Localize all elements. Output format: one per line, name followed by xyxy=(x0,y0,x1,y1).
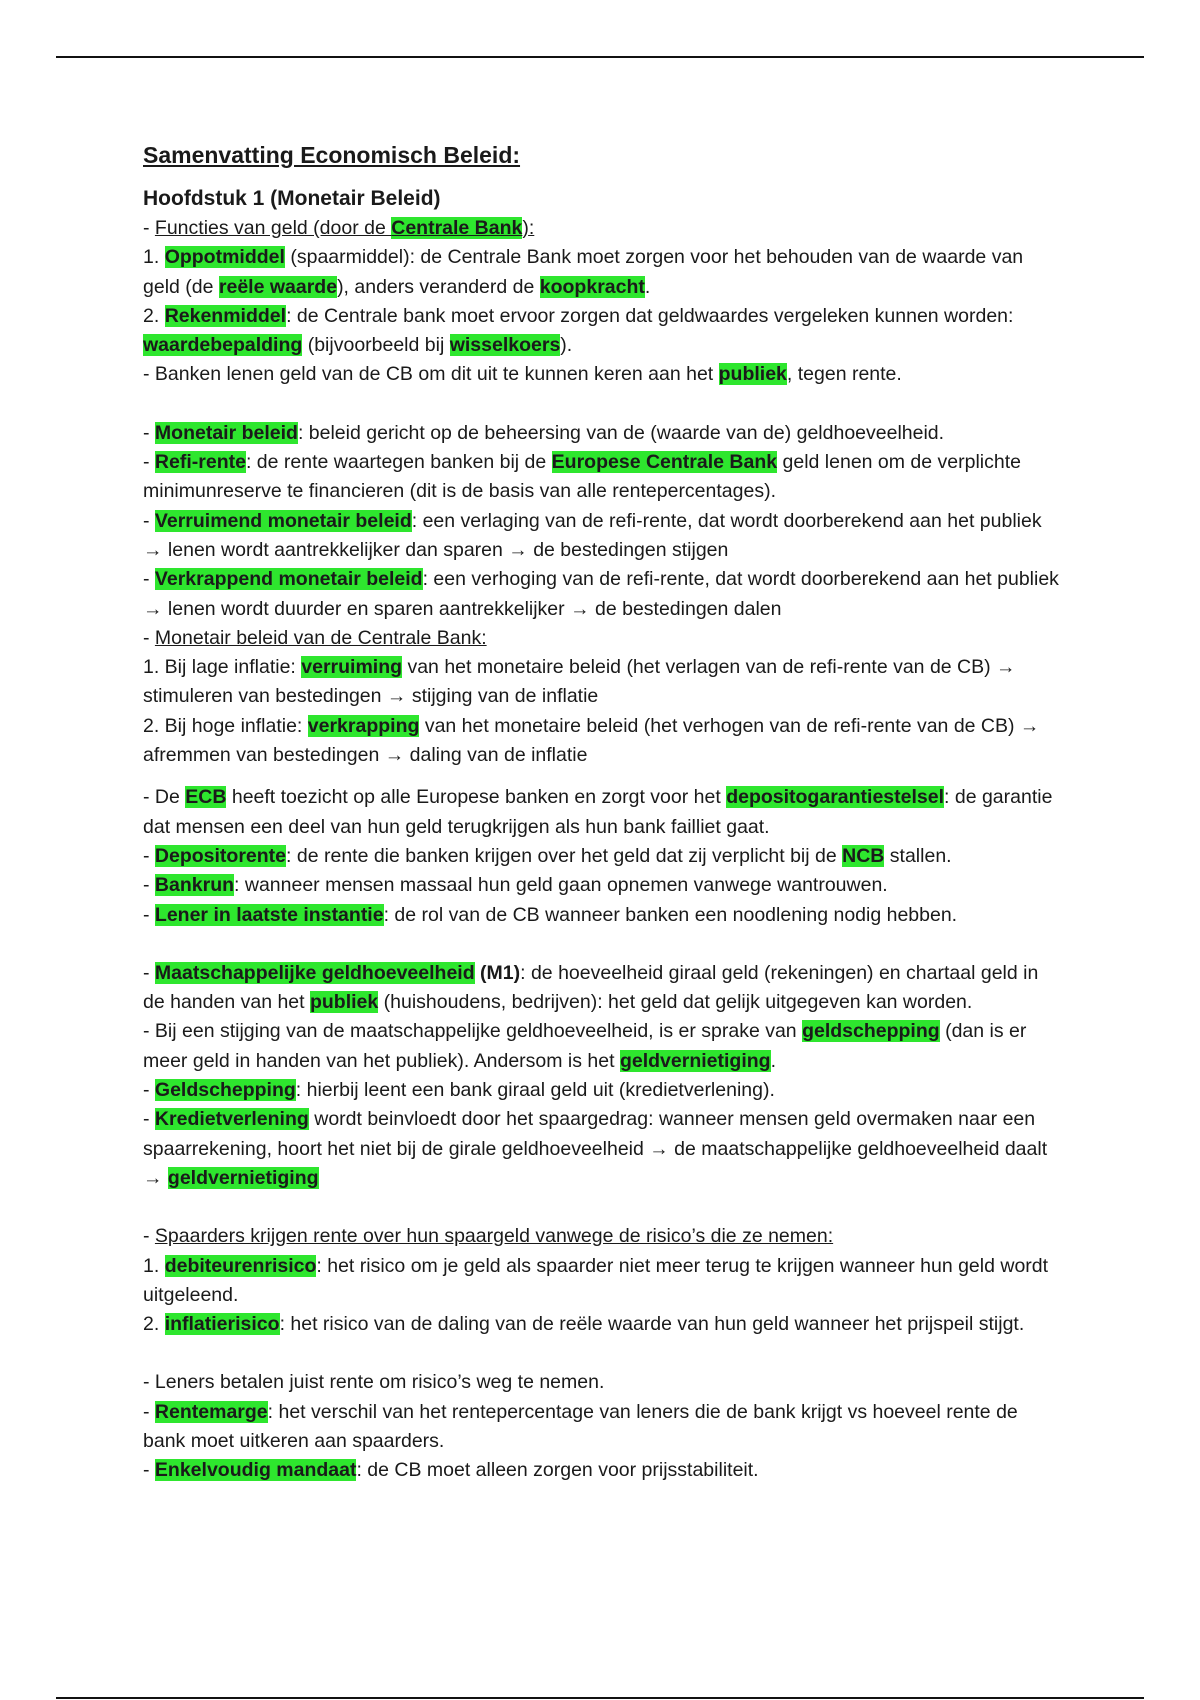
text-run: : een verhoging van de refi-rente, dat wordt doorberekend aan het publiek → lenen wordt duurder en sparen aantrekkelijker → de bestedingen dalen xyxy=(143,568,1059,620)
highlighted-term: Depositorente xyxy=(154,844,287,867)
text-run: - xyxy=(143,421,155,444)
text-run: - xyxy=(143,217,155,239)
text-run: ). xyxy=(560,334,573,357)
text-run: : de CB moet alleen zorgen voor prijsstabiliteit. xyxy=(356,1459,759,1482)
highlighted-term: Europese Centrale Bank xyxy=(551,451,778,474)
text-run: - xyxy=(143,874,155,897)
paragraph xyxy=(143,1252,1063,1311)
text-run: - xyxy=(143,903,155,926)
paragraph-gap xyxy=(143,930,1063,959)
text-run: : wanneer mensen massaal hun geld gaan opnemen vanwege wantrouwen. xyxy=(234,874,888,897)
text-run: , tegen rente. xyxy=(786,363,902,386)
text-run: 1. xyxy=(143,246,165,269)
highlighted-term: Refi-rente xyxy=(154,451,246,474)
text-run: (spaarmiddel): de Centrale Bank moet zorgen voor het behouden van de waarde van geld (de xyxy=(143,246,1024,298)
text-run: . xyxy=(770,1049,776,1072)
highlighted-term: Rentemarge xyxy=(154,1400,268,1423)
highlighted-term: Centrale Bank xyxy=(391,217,523,239)
highlighted-term: Rekenmiddel xyxy=(164,304,287,327)
text-run: heeft toezicht op alle Europese banken en zorgt voor het xyxy=(226,786,727,809)
text-run: - Banken lenen geld van de CB om dit uit te kunnen keren aan het xyxy=(143,363,719,386)
text-run: (bijvoorbeeld bij xyxy=(302,334,450,357)
text-run: - xyxy=(143,626,155,649)
paragraph-gap xyxy=(143,1339,1063,1368)
paragraph xyxy=(143,653,1063,712)
highlighted-term: wisselkoers xyxy=(449,334,561,357)
paragraph xyxy=(143,448,1063,507)
text-run: 2. xyxy=(143,304,165,327)
paragraph xyxy=(143,1398,1063,1457)
paragraph xyxy=(143,1456,1063,1485)
paragraph-gap xyxy=(143,770,1063,783)
document-title: Samenvatting Economisch Beleid: xyxy=(143,142,521,168)
text-run: - Bij een stijging van de maatschappelijke geldhoeveelheid, is er sprake van xyxy=(143,1020,803,1043)
footer-rule xyxy=(56,1697,1144,1699)
text-run: : de rol van de CB wanneer banken een noodlening nodig hebben. xyxy=(383,903,958,926)
highlighted-term: Lener in laatste instantie xyxy=(154,903,384,926)
underlined-text: Monetair beleid van de Centrale Bank: xyxy=(154,626,487,649)
text-run: - xyxy=(143,451,155,474)
text-run: : het risico van de daling van de reële waarde van hun geld wanneer het prijspeil stijgt. xyxy=(279,1313,1025,1336)
highlighted-term: verkrapping xyxy=(307,714,420,737)
text-run: - xyxy=(143,1079,155,1102)
paragraph xyxy=(143,507,1063,566)
text-run: stallen. xyxy=(884,844,952,867)
text-run: - xyxy=(143,568,155,591)
text-run: (huishoudens, bedrijven): het geld dat gelijk uitgegeven kan worden. xyxy=(378,991,973,1014)
highlighted-term: waardebepalding xyxy=(143,334,303,357)
underlined-text: Spaarders krijgen rente over hun spaargeld vanwege de risico’s die ze nemen: xyxy=(154,1225,834,1248)
document-body xyxy=(143,140,1063,1486)
highlighted-term: geldschepping xyxy=(802,1020,940,1043)
highlighted-term: Verkrappend monetair beleid xyxy=(154,568,423,591)
text-run: : het verschil van het rentepercentage van leners die de bank krijgt vs hoeveel rente de bank moet uitkeren aan spaarders. xyxy=(143,1400,1018,1452)
text-run: 1. xyxy=(143,1254,165,1277)
text-run: - xyxy=(143,1225,155,1248)
text-run: 2. Bij hoge inflatie: xyxy=(143,714,308,737)
paragraph xyxy=(143,419,1063,448)
paragraph xyxy=(143,214,1063,243)
highlighted-term: Oppotmiddel xyxy=(164,246,285,269)
highlighted-term: koopkracht xyxy=(539,275,645,298)
paragraph xyxy=(143,1310,1063,1339)
text-run: - xyxy=(143,961,155,984)
text-run: : de Centrale bank moet ervoor zorgen dat geldwaardes vergeleken kunnen worden: xyxy=(286,304,1014,327)
chapter-heading: Hoofdstuk 1 (Monetair Beleid) xyxy=(143,187,441,210)
text-run: : het risico om je geld als spaarder niet meer terug te krijgen wanneer hun geld wordt uitgeleend. xyxy=(143,1254,1049,1306)
text-run: van het monetaire beleid (het verlagen van de refi-rente van de CB) → stimuleren van bestedingen → stijging van de inflatie xyxy=(143,656,1016,708)
text-run: 1. Bij lage inflatie: xyxy=(143,656,302,679)
paragraph xyxy=(143,1368,1063,1397)
highlighted-term: verruiming xyxy=(301,656,403,679)
paragraph xyxy=(143,1222,1063,1251)
paragraph xyxy=(143,783,1063,842)
text-run: - De xyxy=(143,786,186,809)
text-run: - xyxy=(143,1400,155,1423)
text-run: - xyxy=(143,844,155,867)
paragraph xyxy=(143,842,1063,871)
underlined-text: ) xyxy=(522,217,529,239)
paragraph xyxy=(143,871,1063,900)
text-run: (dan is er meer geld in handen van het publiek). Andersom is het xyxy=(143,1020,1027,1072)
highlighted-term: debiteurenrisico xyxy=(164,1254,317,1277)
text-run: . xyxy=(644,275,651,298)
text-run: geld lenen om de verplichte minimunreserve te financieren (dit is de basis van alle rentepercentages). xyxy=(143,451,1021,503)
paragraph xyxy=(143,565,1063,624)
underlined-text: Functies van geld (door de xyxy=(154,217,392,239)
bold-text: (M1) xyxy=(474,961,521,984)
highlighted-term: publiek xyxy=(309,991,379,1014)
underlined-text: : xyxy=(528,217,535,239)
paragraph-gap xyxy=(143,1193,1063,1222)
highlighted-term: Maatschappelijke geldhoeveelheid xyxy=(154,961,475,984)
header-rule xyxy=(56,56,1144,58)
highlighted-term: reële waarde xyxy=(218,275,338,298)
text-run: : de garantie dat mensen een deel van hun geld terugkrijgen als hun bank failliet gaat. xyxy=(143,786,1053,838)
text-run: - xyxy=(143,1459,155,1482)
text-run: van het monetaire beleid (het verhogen van de refi-rente van de CB) → afremmen van bestedingen → daling van de inflatie xyxy=(143,714,1040,767)
highlighted-term: Geldschepping xyxy=(154,1079,296,1102)
paragraph xyxy=(143,1076,1063,1105)
text-run: : de rente waartegen banken bij de xyxy=(245,451,552,474)
text-run: wordt beinvloedt door het spaargedrag: wanneer mensen geld overmaken naar een spaarrekening, hoort het niet bij de girale geldhoeveelheid → de maatschappelijke geldhoeveelheid daalt → xyxy=(143,1108,1048,1189)
paragraph xyxy=(143,243,1063,302)
paragraph xyxy=(143,302,1063,361)
text-run: : hierbij leent een bank giraal geld uit (kredietverlening). xyxy=(295,1079,775,1102)
paragraph xyxy=(143,1105,1063,1193)
paragraph xyxy=(143,1017,1063,1076)
paragraph-gap xyxy=(143,390,1063,419)
highlighted-term: Enkelvoudig mandaat xyxy=(154,1459,357,1482)
highlighted-term: ECB xyxy=(185,786,227,809)
highlighted-term: Bankrun xyxy=(154,874,235,897)
text-run: : een verlaging van de refi-rente, dat wordt doorberekend aan het publiek → lenen wordt aantrekkelijker dan sparen → de bestedingen stijgen xyxy=(143,509,1042,561)
paragraph xyxy=(143,360,1063,389)
highlighted-term: depositogarantiestelsel xyxy=(726,786,945,809)
highlighted-term: geldvernietiging xyxy=(167,1166,319,1189)
highlighted-term: NCB xyxy=(842,844,885,867)
text-run: - xyxy=(143,509,155,532)
paragraph xyxy=(143,624,1063,653)
text-run: ), anders veranderd de xyxy=(337,275,540,298)
paragraph xyxy=(143,901,1063,930)
text-run: : de hoeveelheid giraal geld (rekeningen) en chartaal geld in de handen van het xyxy=(143,961,1039,1014)
text-run: - Leners betalen juist rente om risico’s weg te nemen. xyxy=(143,1371,605,1394)
text-run: 2. xyxy=(143,1313,165,1336)
paragraph xyxy=(143,712,1063,771)
highlighted-term: geldvernietiging xyxy=(619,1049,771,1072)
highlighted-term: Kredietverlening xyxy=(154,1108,309,1131)
text-run: : de rente die banken krijgen over het geld dat zij verplicht bij de xyxy=(286,844,843,867)
paragraph xyxy=(143,959,1063,1018)
text-run: - xyxy=(143,1108,155,1131)
highlighted-term: Verruimend monetair beleid xyxy=(154,509,412,532)
text-run: : beleid gericht op de beheersing van de (waarde van de) geldhoeveelheid. xyxy=(297,421,945,444)
paragraph-list xyxy=(143,214,1063,1486)
highlighted-term: Monetair beleid xyxy=(154,421,298,444)
highlighted-term: inflatierisico xyxy=(164,1313,280,1336)
highlighted-term: publiek xyxy=(718,363,787,386)
